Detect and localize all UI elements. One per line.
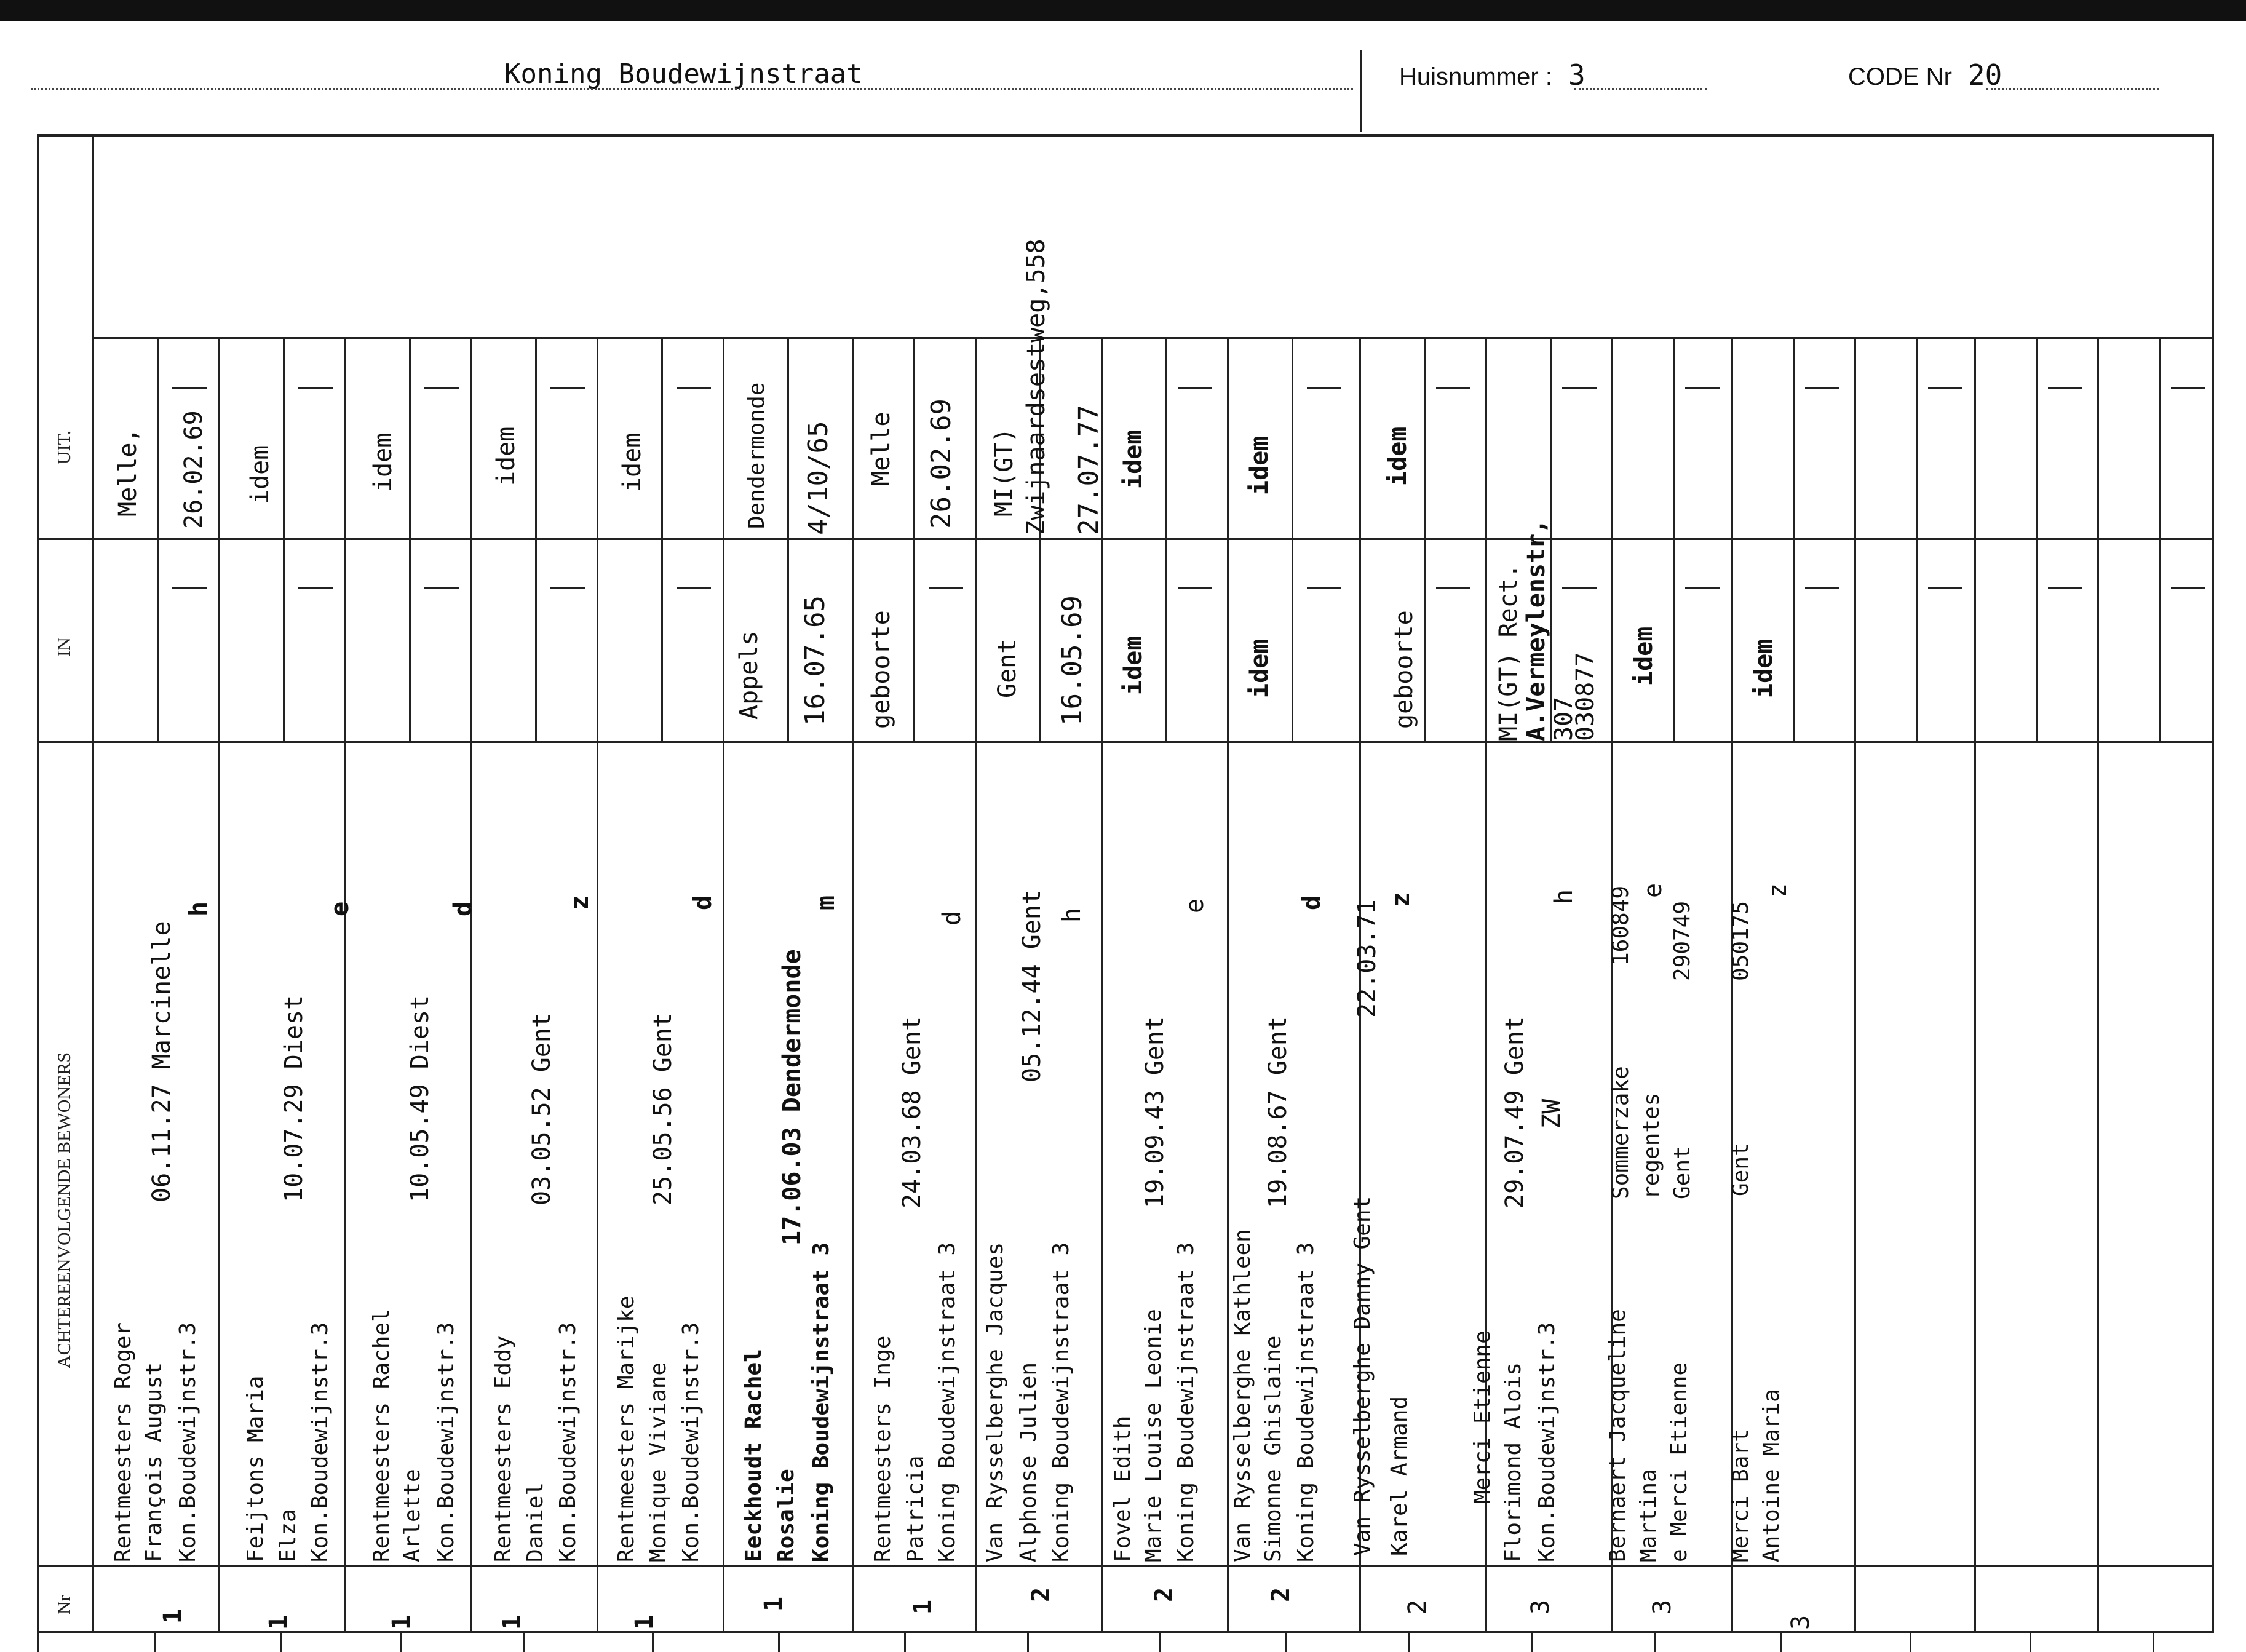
resident-name: Merci Bart — [1728, 1429, 1753, 1562]
row-nr: 3 — [1787, 1614, 1815, 1630]
resident-gender: d — [1298, 895, 1326, 910]
resident-birth: 19.08.67 Gent — [1264, 1015, 1292, 1209]
bottom-tick — [1408, 1631, 1410, 1652]
cell-subdivider — [661, 337, 663, 741]
cell-subdivider — [913, 337, 915, 741]
cell-subdivider — [2036, 337, 2038, 741]
resident-address: Koning Boudewijnstraat 3 — [809, 1242, 834, 1562]
resident-code: 050175 — [1728, 900, 1753, 981]
bottom-tick — [400, 1631, 402, 1652]
resident-city: Gent — [1670, 1146, 1695, 1199]
resident-address: Kon.Boudewijnstr.3 — [434, 1322, 459, 1562]
row-divider — [1974, 337, 1976, 1631]
resident-name: Van Rysselberghe Kathleen — [1230, 1229, 1255, 1562]
resident-name: Eeckhoudt Rachel — [741, 1349, 766, 1562]
resident-given-names: Martina — [1636, 1469, 1661, 1562]
row-divider — [1227, 337, 1229, 1631]
resident-gender: d — [689, 895, 717, 910]
nr-top-rule — [37, 1565, 2214, 1567]
row-nr: 3 — [1648, 1599, 1677, 1614]
code-field — [1848, 58, 2002, 92]
uit-place: MI(GT) — [990, 427, 1018, 517]
empty-cell-dash — [2171, 587, 2205, 589]
cell-subdivider — [1292, 337, 1293, 741]
uit-place: idem — [1384, 426, 1412, 486]
resident-birth: 24.03.68 Gent — [898, 1015, 926, 1209]
resident-birth: 03.05.52 Gent — [528, 1012, 556, 1205]
bottom-tick — [904, 1631, 906, 1652]
empty-cell-dash — [298, 387, 333, 389]
resident-gender: h — [185, 901, 213, 916]
column-label-bewoners: ACHTEREENVOLGENDE BEWONERS — [54, 1052, 74, 1368]
resident-name: Rentmeesters Roger — [111, 1322, 136, 1562]
in-place: idem — [1245, 638, 1274, 698]
uit-place: idem — [1119, 429, 1148, 489]
resident-given-names: Patricia — [903, 1455, 928, 1562]
uit-date: 26.02.69 — [180, 410, 208, 529]
street-name: Koning Boudewijnstraat — [504, 58, 863, 90]
bottom-tick — [280, 1631, 282, 1652]
resident-given-names: Rosalie — [774, 1469, 799, 1562]
resident-address: Koning Boudewijnstraat 3 — [1173, 1242, 1199, 1562]
empty-cell-dash — [1562, 387, 1597, 389]
row-divider — [2097, 337, 2099, 1631]
uit-place: idem — [1245, 435, 1274, 495]
resident-given-names: Daniel — [523, 1482, 548, 1562]
bottom-tick — [652, 1631, 654, 1652]
resident-code: 160849 — [1608, 885, 1633, 966]
empty-cell-dash — [2171, 387, 2205, 389]
cell-subdivider — [1793, 337, 1795, 741]
resident-birth: 05.12.44 Gent — [1018, 889, 1046, 1082]
uit-place: Melle, — [114, 427, 142, 517]
empty-cell-dash — [1436, 587, 1470, 589]
empty-cell-dash — [2048, 387, 2082, 389]
in-date: 16.07.65 — [800, 595, 831, 726]
resident-name: Merci Etienne — [1470, 1330, 1495, 1504]
resident-name: Van Rysselberghe Danny Gent — [1350, 1196, 1375, 1556]
resident-birth: 29.07.49 Gent — [1501, 1015, 1529, 1209]
resident-name: Fovel Edith — [1110, 1415, 1135, 1562]
empty-cell-dash — [1436, 387, 1470, 389]
uit-place: idem — [618, 432, 646, 492]
resident-name: Rentmeesters Rachel — [369, 1309, 394, 1562]
column-label-in: IN — [54, 637, 74, 657]
in-housenr: 307 — [1550, 696, 1578, 741]
empty-cell-dash — [1307, 587, 1341, 589]
empty-cell-dash — [1178, 587, 1212, 589]
table-bottom-rule — [37, 1631, 2214, 1633]
resident-given-names: François August — [141, 1362, 167, 1562]
resident-gender: h — [1550, 889, 1578, 904]
empty-cell-dash — [1928, 587, 1962, 589]
resident-gender: e — [1181, 898, 1209, 913]
cell-subdivider — [409, 337, 411, 741]
row-nr: 2 — [1267, 1587, 1295, 1602]
bottom-tick — [1159, 1631, 1161, 1652]
resident-address: Koning Boudewijnstraat 3 — [1293, 1242, 1319, 1562]
row-nr: 1 — [387, 1614, 416, 1630]
empty-cell-dash — [929, 587, 963, 589]
resident-address: Kon.Boudewijnstr.3 — [308, 1322, 333, 1562]
row-divider — [1854, 337, 1856, 1631]
resident-gender: z — [1764, 883, 1792, 898]
empty-cell-dash — [1685, 587, 1720, 589]
in-place: idem — [1119, 635, 1148, 695]
resident-gender: d — [449, 901, 477, 916]
in-place: geboorte — [867, 610, 895, 729]
cell-subdivider — [1165, 337, 1167, 741]
huisnummer-dotted-line — [1574, 88, 1707, 90]
code-label: CODE Nr — [1848, 63, 1952, 90]
cell-subdivider — [1424, 337, 1426, 741]
cell-subdivider — [2159, 337, 2161, 741]
row-nr: 2 — [1027, 1587, 1055, 1602]
empty-cell-dash — [550, 587, 585, 589]
header-separator — [1360, 50, 1362, 132]
in-place: geboorte — [1390, 610, 1418, 729]
resident-address: e Merci Etienne — [1667, 1362, 1692, 1562]
row-divider — [597, 337, 598, 1631]
empty-cell-dash — [1685, 387, 1720, 389]
empty-cell-dash — [1178, 387, 1212, 389]
resident-given-names: Karel Armand — [1387, 1396, 1412, 1556]
resident-birth-extra: ZW — [1538, 1098, 1566, 1129]
row-divider — [470, 337, 472, 1631]
resident-gender: d — [938, 910, 966, 926]
huisnummer-field — [1399, 58, 1585, 92]
resident-given-names: Alphonse Julien — [1016, 1362, 1041, 1562]
resident-birth: 10.07.29 Diest — [280, 995, 308, 1202]
bewoners-top-rule — [37, 741, 2214, 743]
resident-address: Kon.Boudewijnstr.3 — [678, 1322, 704, 1562]
resident-birthplace: Sommerzake — [1608, 1066, 1633, 1199]
empty-cell-dash — [550, 387, 585, 389]
in-place: idem — [1750, 638, 1778, 698]
empty-cell-dash — [1928, 387, 1962, 389]
row-nr: 2 — [1403, 1599, 1432, 1614]
resident-gender: h — [1058, 907, 1086, 923]
empty-cell-dash — [172, 587, 207, 589]
empty-cell-dash — [1805, 587, 1839, 589]
bottom-tick — [37, 1631, 39, 1652]
resident-name: Bernaert Jacqueline — [1605, 1309, 1630, 1562]
top-border-bar — [0, 0, 2246, 21]
uit-place: Melle — [867, 411, 895, 486]
resident-profession: regentes — [1639, 1092, 1664, 1199]
empty-cell-dash — [1562, 587, 1597, 589]
label-column-divider — [92, 134, 94, 1631]
resident-given-names: Antoine Maria — [1759, 1389, 1784, 1562]
resident-given-names: Elza — [276, 1509, 301, 1562]
huisnummer-label: Huisnummer : — [1399, 63, 1552, 90]
bottom-tick — [778, 1631, 780, 1652]
resident-given-names: Florimond Alois — [1501, 1362, 1526, 1562]
bottom-tick — [154, 1631, 156, 1652]
cell-subdivider — [157, 337, 159, 741]
empty-cell-dash — [2048, 587, 2082, 589]
uit-street: Zwijnaardsestweg,558 — [1022, 239, 1050, 535]
empty-cell-dash — [298, 587, 333, 589]
in-top-rule — [37, 538, 2214, 540]
resident-code-2: 290749 — [1670, 900, 1695, 981]
register-table — [37, 134, 2214, 1631]
huisnummer-value: 3 — [1568, 58, 1585, 92]
in-place: MI(GT) Rect. — [1494, 563, 1523, 741]
bottom-tick — [2153, 1631, 2154, 1652]
row-nr: 1 — [159, 1608, 187, 1624]
resident-name: Rentmeesters Inge — [870, 1335, 895, 1562]
empty-cell-dash — [172, 387, 207, 389]
row-divider — [975, 337, 977, 1631]
in-code: 030877 — [1571, 652, 1600, 741]
bottom-tick — [523, 1631, 525, 1652]
resident-address: Koning Boudewijnstraat 3 — [1049, 1242, 1074, 1562]
empty-cell-dash — [677, 387, 711, 389]
resident-birth: 10.05.49 Diest — [406, 995, 434, 1202]
bottom-tick — [2030, 1631, 2031, 1652]
empty-cell-dash — [1805, 387, 1839, 389]
in-place: Appels — [735, 630, 763, 720]
in-date: 16.05.69 — [1057, 595, 1088, 726]
resident-name: Feijtons Maria — [243, 1375, 268, 1562]
uit-place: idem — [492, 426, 520, 486]
resident-birth: 25.05.56 Gent — [649, 1012, 677, 1205]
resident-given-names: Simonne Ghislaine — [1261, 1335, 1286, 1562]
resident-birth: 06.11.27 Marcinelle — [148, 921, 176, 1202]
row-nr: 1 — [264, 1614, 293, 1630]
row-divider — [723, 337, 724, 1631]
row-divider — [218, 337, 220, 1631]
row-nr: 3 — [1526, 1599, 1555, 1614]
bottom-tick — [1285, 1631, 1287, 1652]
resident-address: Kon.Boudewijnstr.3 — [175, 1322, 200, 1562]
in-place: Gent — [993, 638, 1022, 698]
street-dotted-line — [31, 88, 1353, 90]
resident-birth: 17.06.03 Dendermonde — [778, 949, 806, 1245]
uit-place: idem — [369, 432, 397, 492]
uit-date: 27.07.77 — [1073, 405, 1105, 535]
row-nr: 1 — [760, 1596, 788, 1611]
row-nr: 1 — [909, 1599, 937, 1614]
in-place: idem — [1630, 626, 1658, 686]
resident-gender: e — [326, 901, 354, 916]
code-dotted-line — [1986, 88, 2159, 90]
bottom-tick — [1027, 1631, 1029, 1652]
uit-date: 4/10/65 — [803, 421, 834, 535]
resident-gender: z — [1387, 892, 1415, 907]
resident-given-names: Marie Louise Leonie — [1141, 1309, 1166, 1562]
bottom-tick — [1780, 1631, 1782, 1652]
uit-place: Dendermonde — [744, 382, 769, 529]
row-nr: 2 — [1150, 1587, 1178, 1602]
resident-address: Koning Boudewijnstraat 3 — [935, 1242, 960, 1562]
empty-cell-dash — [424, 387, 459, 389]
resident-birth: 19.09.43 Gent — [1141, 1015, 1169, 1209]
resident-address: Kon.Boudewijnstr.3 — [555, 1322, 581, 1562]
empty-cell-dash — [424, 587, 459, 589]
empty-cell-dash — [677, 587, 711, 589]
resident-given-names: Arlette — [400, 1469, 425, 1562]
cell-subdivider — [1916, 337, 1918, 741]
resident-gender: m — [812, 895, 840, 910]
row-nr: 1 — [630, 1614, 659, 1630]
row-divider — [344, 337, 346, 1631]
column-label-uit: UIT. — [54, 430, 74, 464]
resident-given-names: Monique Viviane — [646, 1362, 671, 1562]
uit-place: idem — [246, 445, 274, 504]
resident-birthplace: Gent — [1728, 1143, 1753, 1196]
column-label-nr: Nr — [54, 1595, 74, 1614]
cell-subdivider — [535, 337, 537, 741]
bottom-tick — [1910, 1631, 1911, 1652]
resident-birth: 22.03.71 — [1353, 899, 1381, 1018]
row-nr: 1 — [498, 1614, 526, 1630]
resident-name: Van Rysselberghe Jacques — [983, 1242, 1008, 1562]
cell-subdivider — [787, 337, 789, 741]
resident-address: Kon.Boudewijnstr.3 — [1534, 1322, 1560, 1562]
resident-gender: z — [566, 895, 594, 910]
bottom-tick — [1654, 1631, 1656, 1652]
code-value: 20 — [1967, 58, 2002, 92]
empty-cell-dash — [1307, 387, 1341, 389]
row-divider — [852, 337, 854, 1631]
in-street: A.Vermeylenstr, — [1522, 518, 1550, 741]
resident-name: Rentmeesters Marijke — [614, 1295, 639, 1562]
bottom-tick — [1531, 1631, 1533, 1652]
cell-subdivider — [283, 337, 285, 741]
resident-gender: e — [1639, 883, 1667, 898]
uit-date: 26.02.69 — [926, 399, 957, 529]
resident-name: Rentmeesters Eddy — [491, 1335, 516, 1562]
cell-subdivider — [1673, 337, 1675, 741]
